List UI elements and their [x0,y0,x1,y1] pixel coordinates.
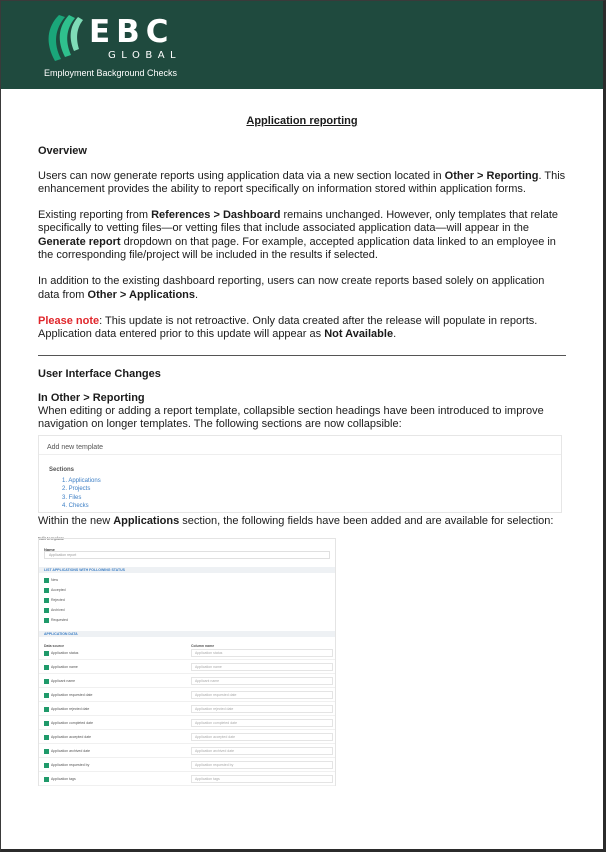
field-checkbox[interactable]: Application rejected date [44,706,89,712]
column-name-input[interactable]: Application requested date [191,691,333,699]
field-checkbox[interactable]: Application name [44,664,78,670]
field-row [39,773,335,786]
checkbox-checked-icon [44,735,49,740]
logo-subtitle: GLOBAL [108,50,182,61]
column-name-input[interactable]: Application archived date [191,747,333,755]
application-data-band: APPLICATION DATA [39,631,335,637]
field-checkbox[interactable]: Application accepted date [44,734,91,740]
please-note-paragraph: Please note: This update is not retroactive. Only data created after the release will populate in reports. Application data entered prior to this update will appear as Not Available. [38,314,538,341]
status-option-new[interactable]: New [44,577,58,583]
document-title: Application reporting [246,115,358,127]
header-banner [1,1,603,89]
reporting-subheading: In Other > Reporting [38,391,145,404]
checkbox-checked-icon [44,777,49,782]
add-template-screenshot [38,435,562,513]
field-checkbox[interactable]: Application archived date [44,748,90,754]
checkbox-checked-icon [44,665,49,670]
checkbox-checked-icon [44,721,49,726]
overview-paragraph-1: Users can now generate reports using application data via a new section located in Other > Reporting. This enhancement provides the ability to report specifically on information stored within application forms. [38,169,566,195]
sections-list [62,477,101,511]
field-row [39,675,335,688]
checkbox-checked-icon [44,608,49,613]
checkbox-checked-icon [44,679,49,684]
name-label: Name [44,547,55,553]
column-name-input[interactable]: Application status [191,649,333,657]
applications-fields-paragraph: Within the new Applications section, the following fields have been added and are available for selection: [38,514,554,527]
column-name-input[interactable]: Application requested by [191,761,333,769]
field-row [39,647,335,660]
column-name-input[interactable]: Application rejected date [191,705,333,713]
field-row [39,731,335,744]
field-row [39,661,335,674]
section-divider [38,355,566,356]
column-name-header: Column name [191,644,215,649]
collapsible-sections-paragraph: When editing or adding a report template, collapsible section headings have been introduced to improve navigation on longer templates. The following sections are now collapsible: [38,405,544,431]
checkbox-checked-icon [44,763,49,768]
section-link-files[interactable]: 3. Files [62,494,82,501]
checkbox-checked-icon [44,588,49,593]
name-field[interactable]: Application report [44,551,330,559]
screenshot-title: Edit template [38,536,65,542]
overview-heading: Overview [38,145,87,158]
column-name-input[interactable]: Application completed date [191,719,333,727]
checkbox-checked-icon [44,578,49,583]
checkbox-checked-icon [44,598,49,603]
screenshot-title: Add new template [47,443,104,451]
section-link-checks[interactable]: 4. Checks [62,503,89,510]
column-name-input[interactable]: Application name [191,663,333,671]
field-checkbox[interactable]: Application status [44,650,78,656]
status-band: LIST APPLICATIONS WITH FOLLOWING STATUS [39,567,335,573]
field-row [39,759,335,772]
field-checkbox[interactable]: Application tags [44,776,76,782]
column-name-input[interactable]: Applicant name [191,677,333,685]
status-option-requested[interactable]: Requested [44,617,68,623]
section-link-projects[interactable]: 2. Projects [62,486,91,493]
column-name-input[interactable]: Application tags [191,775,333,783]
checkbox-checked-icon [44,651,49,656]
section-link-applications[interactable]: 1. Applications [62,477,101,484]
column-name-input[interactable]: Application accepted date [191,733,333,741]
field-row [39,745,335,758]
checkbox-checked-icon [44,618,49,623]
status-option-rejected[interactable]: Rejected [44,597,65,603]
checkbox-checked-icon [44,693,49,698]
sections-label: Sections [49,466,75,473]
field-checkbox[interactable]: Application requested date [44,692,92,698]
field-row [39,717,335,730]
checkbox-checked-icon [44,749,49,754]
logo-tagline: Employment Background Checks [44,68,178,78]
ebc-logo-mark-icon [41,13,85,65]
document-body [38,115,566,786]
field-checkbox[interactable]: Applicant name [44,678,75,684]
checkbox-checked-icon [44,707,49,712]
status-option-accepted[interactable]: Accepted [44,587,66,593]
field-row [39,703,335,716]
ui-changes-heading: User Interface Changes [38,367,161,380]
field-checkbox[interactable]: Application completed date [44,720,93,726]
overview-paragraph-3: In addition to the existing dashboard reporting, users can now create reports based solely on application data from Other > Applications. [38,275,545,301]
status-option-archived[interactable]: Archived [44,607,65,613]
field-row [39,689,335,702]
please-note-label: Please note [38,314,100,327]
logo-wordmark: EBC [89,14,175,50]
data-source-header: Data source [44,644,65,649]
edit-template-screenshot [38,532,336,786]
field-checkbox[interactable]: Application requested by [44,762,89,768]
overview-paragraph-2: Existing reporting from References > Dashboard remains unchanged. However, only templates that relate specifically to vetting files—or vetting files that include associated application data—will appear in the Generate report dropdown on that page. For example, accepted application data linked to an employee in the corresponding file/project will be included in the results if selected. [38,209,559,262]
